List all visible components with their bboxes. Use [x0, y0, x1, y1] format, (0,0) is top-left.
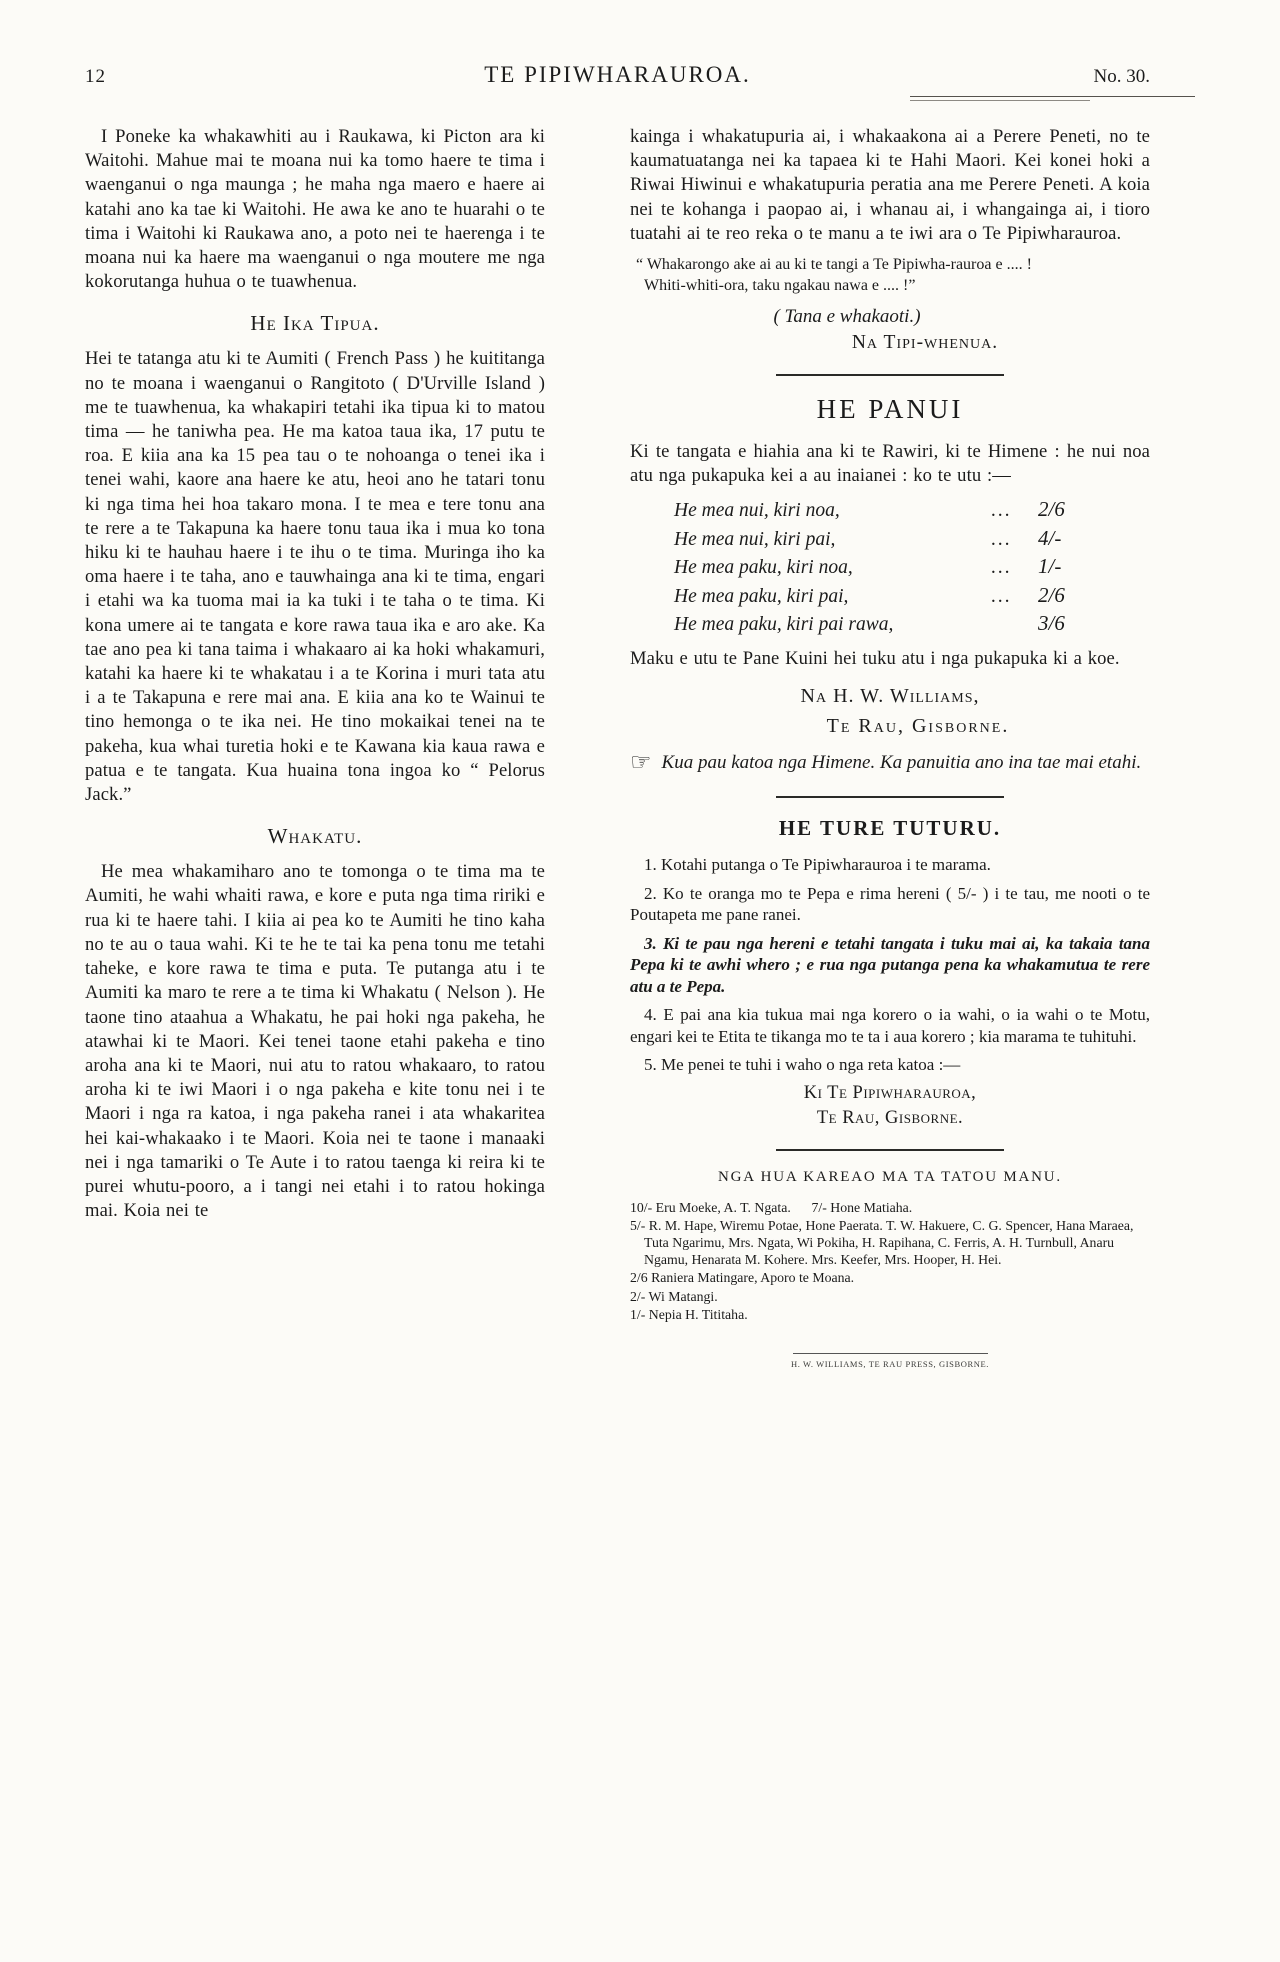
subscription-entry: 10/- Eru Moeke, A. T. Ngata. 7/- Hone Matiaha. [630, 1199, 913, 1215]
section-divider [776, 374, 1004, 376]
price-row [674, 553, 1082, 582]
ture-heading: HE TURE TUTURU. [778, 816, 1002, 841]
quote-line-1: “ Whakarongo ake ai au ki te tangi a Te Pipiwha-rauroa e .... ! [636, 256, 1032, 274]
postal-address-line2: Te Rau, Gisborne. [816, 1107, 964, 1128]
price-value: 2/6 [1038, 582, 1065, 607]
price-value: 4/- [1038, 525, 1062, 550]
price-row [674, 582, 1082, 611]
ture-rule-5: 5. Me penei te tuhi i waho o nga reta katoa :— [644, 1055, 961, 1075]
price-dots: ... [991, 528, 1012, 550]
section-divider [776, 1149, 1004, 1151]
ture-rule-4: 4. E pai ana kia tukua mai nga korero o ia wahi, o ia wahi o te Motu, engari kei te Etita te tikanga mo te ta i aua korero ; kia marama te tuhituhi. [630, 1005, 1150, 1046]
price-item: He mea paku, kiri pai, [674, 585, 849, 607]
paragraph-poneke: I Poneke ka whakawhiti au i Raukawa, ki Picton ara ki Waitohi. Mahue mai te moana nui ka tomo haere te tima i waenganui o nga maunga ; he maha nga maero e haere ai katahi ano ka tae ki Waitohi. He awa ke ano te huarahi o te tima i Waitohi ki Raukawa ano, a poto nei te haerenga i te moana nui ka haere ma waenganui o nga moutere me nga kokorutanga huhua o te tuawhenua. [85, 126, 545, 293]
page-header [85, 62, 1150, 88]
subscription-entry: 2/- Wi Matangi. [630, 1288, 718, 1304]
price-value: 3/6 [1038, 611, 1065, 636]
price-item: He mea nui, kiri noa, [674, 500, 840, 522]
paragraph-ika-tipua: Hei te tatanga atu ki te Aumiti ( French Pass ) he kuititanga no te moana i waenganui o Rangitoto ( D'Urville Island ) me te tuawhenua, ka whakapiri tetahi ika tipua ki to matou tima — he taniwha pea. He ma katoa taua ika, 17 putu te roa. E kiia ana ka 15 pea tau o te nohoanga o tenei ika i tenei wahi, kaore ana haere ke atu, heoi ano he tatari tonu ki nga tima hei hoa takaro mona. I te mea e tere tonu ana te rere a te Takapuna ka haere tonu taua ika i mua ko tona hiku ki te hauhau haere i te ihu o te tima. Muringa iho ka oma haere i te taha, ano e tauwhainga ana ki te tima, engari i etahi wa ka tuoma mai ia ka tuki i te taha o te tima. Ki kona umere ai te tangata e kore rawa taua ika e aro ake. Ka tae ano pea ki tana taima i whakaaro ai ka hoki whakamuri, katahi ka haere ki te whakatau i a te Korina i muri tata atu i a te Takapuna e rere mai ana. E kiia ana ko te Wainui te tino hemonga o te ika nei. He tino mokaikai tenei na te pakeha, kua whai turetia hoki e te Kawana kia kaua rawa e patua e te tangata. Kua huaina tona ingoa ko “ Pelorus Jack.” [85, 348, 545, 806]
price-dots: ... [991, 500, 1012, 522]
printer-imprint-block [630, 1353, 1150, 1369]
postal-address-line1: Ki Te Pipiwharauroa, [803, 1082, 977, 1103]
sold-out-note [630, 750, 1150, 776]
imprint-rule [793, 1353, 988, 1354]
price-dots: ... [991, 557, 1012, 579]
header-rule-secondary [910, 100, 1090, 101]
page-number: 12 [85, 66, 106, 87]
paragraph-kainga: kainga i whakatupuria ai, i whakaakona ai a Perere Peneti, no te kaumatuatanga nei ka tapaea ki te Hahi Maori. Kei konei hoki a Riwai Hiwinui e whakatupuria peratia ana me Perere Peneti. A koia nei te kohanga i paopao ai, i whanau ai, i whangainga ai, i tioro tuatahi ai te reo reka o te manu a te iwi ara o Te Pipiwharauroa. [630, 126, 1150, 244]
price-row [674, 610, 1082, 639]
subscription-entry: 5/- R. M. Hape, Wiremu Potae, Hone Paerata. T. W. Hakuere, C. G. Spencer, Hana Maraea, Tuta Ngarimu, Mrs. Ngata, Wi Pokiha, H. Rapihana, C. Ferris, A. H. Turnbull, Anaru Ngamu, Henarata M. Kohere. Mrs. Keefer, Mrs. Hooper, H. Hei. [630, 1217, 1134, 1268]
publisher-signature-place: Te Rau, Gisborne. [826, 715, 1010, 738]
quote-line-2: Whiti-whiti-ora, taku ngakau nawa e .... !” [644, 276, 916, 294]
price-list [674, 496, 1082, 639]
section-heading-he-ika-tipua: He Ika Tipua. [250, 311, 380, 336]
section-divider [776, 796, 1004, 798]
price-row [674, 525, 1082, 554]
left-column [85, 125, 545, 1369]
author-signature: Na Tipi-whenua. [851, 332, 999, 354]
subscription-entry: 1/- Nepia H. Tititaha. [630, 1306, 748, 1322]
price-value: 1/- [1038, 554, 1062, 579]
quote-block [630, 255, 1060, 296]
sold-out-note-text: Kua pau katoa nga Himene. Ka panuitia ano ina tae mai etahi. [661, 752, 1142, 774]
price-dots: ... [991, 585, 1012, 607]
panui-outro: Maku e utu te Pane Kuini hei tuku atu i nga pukapuka ki a koe. [630, 647, 1120, 669]
closing-phrase: ( Tana e whakaoti.) [773, 306, 921, 328]
subscription-entry: 2/6 Raniera Matingare, Aporo te Moana. [630, 1270, 855, 1286]
price-value: 2/6 [1038, 497, 1065, 522]
price-row [674, 496, 1082, 525]
printer-imprint: H. W. WILLIAMS, TE RAU PRESS, GISBORNE. [790, 1359, 990, 1370]
two-column-body [85, 125, 1195, 1369]
subscriptions-heading: NGA HUA KAREAO MA TA TATOU MANU. [718, 1168, 1062, 1185]
panui-intro: Ki te tangata e hiahia ana ki te Rawiri, ki te Himene : he nui noa atu nga pukapuka kei a au inaianei : ko te utu :— [630, 441, 1150, 487]
panui-heading: HE PANUI [816, 394, 964, 425]
ture-rule-1: 1. Kotahi putanga o Te Pipiwharauroa i te marama. [644, 855, 991, 875]
price-item: He mea paku, kiri noa, [674, 557, 853, 579]
pointing-hand-icon: ☞ [630, 750, 652, 777]
publisher-signature-name: Na H. W. Williams, [800, 685, 980, 708]
section-heading-whakatu: Whakatu. [267, 824, 363, 849]
paper-title: TE PIPIWHARAUROA. [484, 62, 751, 87]
paragraph-whakatu: He mea whakamiharo ano te tomonga o te tima ma te Aumiti, he wahi whaiti rawa, e kore e puta nga tima ririki e rua ki te haere tahi. I kiia ai pea ko te Aumiti he tino kaha no te au o taua wahi. Ki te he te tai ka pena tonu me tetahi taheke, e kore rawa te tima e puta. Te putanga atu i te Aumiti ka maro te rere a te tima ki Whakatu ( Nelson ). He taone tino ataahua a Whakatu, he pai hoki nga pakeha, he atawhai ki te Maori. Kei tenei taone etahi pakeha e tino aroha ana ki te Maori, nui atu to ratou whakaaro, to ratou aroha ki te iwi Maori i o nga pakeha e kite tonu nei i te Maori i nga ra katoa, i nga pakeha ranei i ata whakaritea hei kai-whakaako i te Maori. Koia nei te taone i manaaki nei i nga tamariki o Te Aute i to ratou taenga ki reira ki te purei whutu-pooro, a i tangi nei etahi i to ratou hokinga mai. Koia nei te [85, 861, 545, 1222]
ture-rule-3: 3. Ki te pau nga hereni e tetahi tangata i tuku mai ai, ka takaia tana Pepa ki te awhi whero ; e rua nga putanga pena ka whakamutua te rere atu a te Pepa. [630, 933, 1150, 996]
price-item: He mea paku, kiri pai rawa, [674, 614, 894, 636]
issue-number: No. 30. [1093, 66, 1150, 87]
price-item: He mea nui, kiri pai, [674, 528, 836, 550]
header-rule [910, 96, 1195, 97]
ture-rule-2: 2. Ko te oranga mo te Pepa e rima hereni ( 5/- ) i te tau, me nooti o te Poutapeta me pane ranei. [630, 883, 1150, 925]
right-column [630, 125, 1150, 1369]
